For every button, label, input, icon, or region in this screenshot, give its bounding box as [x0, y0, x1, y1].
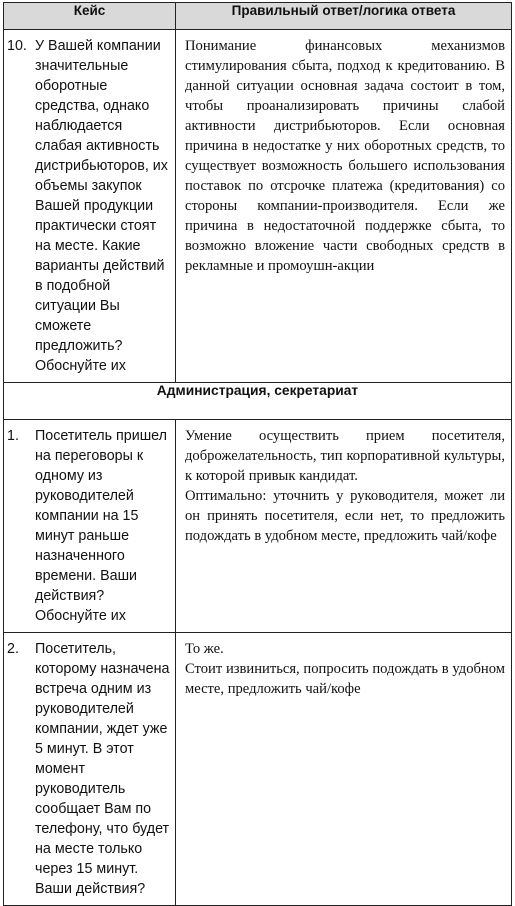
case-cell — [4, 633, 175, 905]
table-header-row — [4, 3, 512, 30]
table-row — [4, 633, 512, 906]
answer-cell — [176, 420, 511, 552]
case-number: 10. — [7, 38, 27, 54]
section-title: Администрация, секретариат — [4, 383, 512, 420]
answer-paragraph: Умение осуществить прием посетителя, доброжелательность, тип корпоративной культуры, к которой привык кандидат. — [185, 428, 505, 484]
answer-cell — [176, 633, 511, 705]
case-cell — [4, 30, 175, 382]
case-cell — [4, 420, 175, 632]
answer-paragraph: Понимание финансовых механизмов стимулирования сбыта, подход к кредитованию. В данной ситуации основная задача состоит в том, чтобы проанализировать причины слабой активности дистрибьюторов. Если основная причина в недостатке у них оборотных средств, то существует возможность большего использования поставок по отсрочке платежа (кредитования) со стороны компании-производителя. Если же причина в недостаточной поддержке сбыта, то возможно вложение части свободных средств в рекламные и промоушн-акции — [185, 38, 505, 274]
section-row — [4, 383, 512, 420]
answer-cell — [176, 30, 511, 282]
case-text: У Вашей компании значительные оборотные средства, однако наблюдается слабая активность дистрибьюторов, их объемы закупок Вашей продукции практически стоят на месте. Какие варианты действий в подобной ситуации Вы сможете предложить? Обоснуйте их — [35, 38, 168, 374]
case-text: Посетитель, которому назначена встреча одним из руководителей компании, ждет уже 5 минут. В этот момент руководитель сообщает Вам по телефону, что будет на месте только через 15 минут. Ваши действия? — [35, 641, 170, 897]
table-row — [4, 420, 512, 633]
answer-paragraph: Стоит извиниться, попросить подождать в удобном месте, предложить чай/кофе — [185, 661, 505, 697]
table-row — [4, 30, 512, 383]
header-case: Кейс — [4, 3, 176, 30]
answer-paragraph: Оптимально: уточнить у руководителя, может ли он принять посетителя, если нет, то предложить подождать в удобном месте, предложить чай/кофе — [185, 488, 505, 544]
case-text: Посетитель пришел на переговоры к одному из руководителей компании на 15 минут раньше назначенного времени. Ваши действия? Обоснуйте их — [35, 428, 167, 624]
header-answer: Правильный ответ/логика ответа — [176, 3, 512, 30]
case-number: 1. — [7, 428, 19, 444]
case-number: 2. — [7, 641, 19, 657]
answer-paragraph: То же. — [185, 641, 224, 657]
case-table — [3, 2, 512, 906]
